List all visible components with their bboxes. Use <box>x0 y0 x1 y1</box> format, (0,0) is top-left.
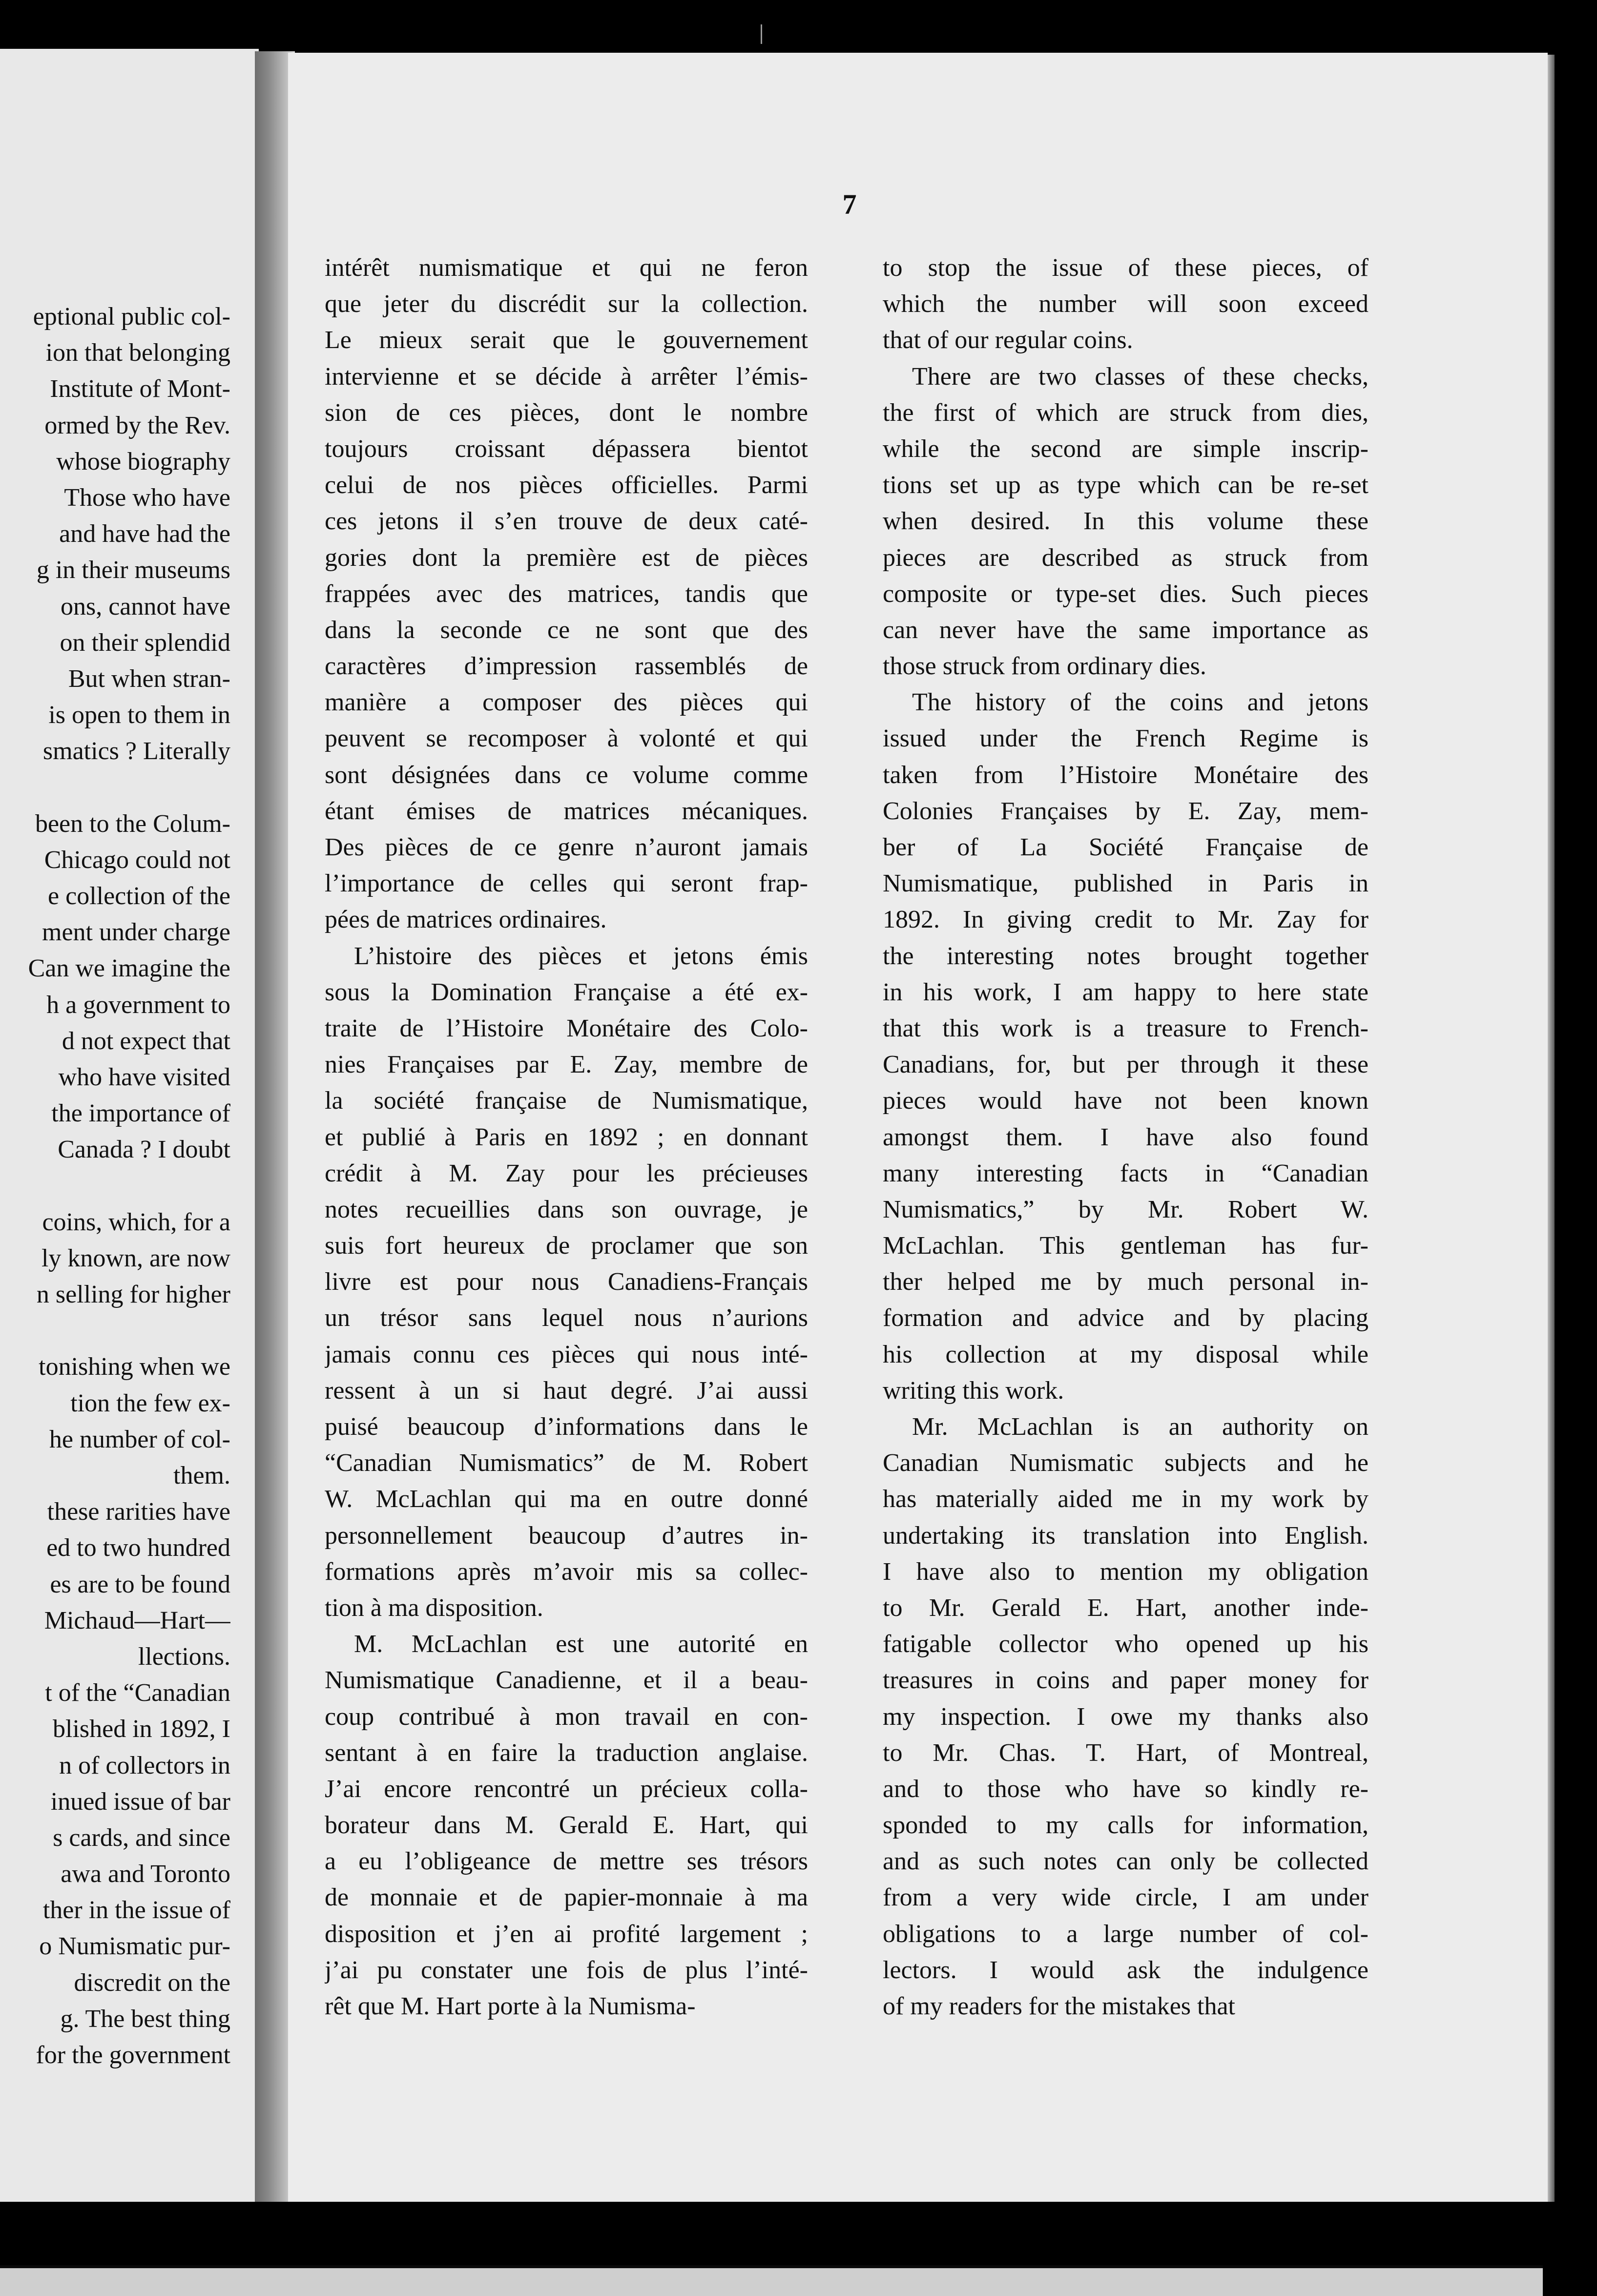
french-text-line: jamais connu ces pièces qui nous inté- <box>325 1340 808 1368</box>
english-text-line: I have also to mention my obligation <box>883 1557 1369 1586</box>
left-page-text-line: he number of col- <box>49 1425 230 1453</box>
left-page-text-line: d not expect that <box>62 1027 230 1055</box>
english-text-line: treasures in coins and paper money for <box>883 1666 1369 1695</box>
next-page-edge-bottom <box>0 2265 1543 2296</box>
english-text-line: those struck from ordinary dies. <box>883 652 1206 681</box>
left-page-text-line: h a government to <box>46 991 230 1019</box>
french-text-line: la société française de Numismatique, <box>325 1087 808 1115</box>
left-page-text-line: on their splendid <box>60 628 230 657</box>
english-text-line: McLachlan. This gentleman has fur- <box>883 1232 1369 1260</box>
left-page-text-line: these rarities have <box>47 1498 230 1526</box>
french-text-line: ressent à un si haut degré. J’ai aussi <box>325 1376 808 1405</box>
english-text-line: Canadian Numismatic subjects and he <box>883 1449 1369 1477</box>
french-text-line: rêt que M. Hart porte à la Numisma- <box>325 1992 696 2020</box>
left-page-text-line: who have visited <box>58 1063 230 1091</box>
page-edge-right <box>1548 55 1555 2202</box>
french-text-line: frappées avec des matrices, tandis que <box>325 579 808 608</box>
french-text-line: disposition et j’en ai profité largement ; <box>325 1920 808 1948</box>
left-page-text-line: awa and Toronto <box>61 1860 230 1888</box>
english-text-line: formation and advice and by placing <box>883 1304 1369 1332</box>
french-text-line: gories dont la première est de pièces <box>325 543 808 572</box>
english-text-line: has materially aided me in my work by <box>883 1485 1369 1513</box>
left-page-text-line: ther in the issue of <box>42 1896 230 1924</box>
french-text-line: étant émises de matrices mécaniques. <box>325 797 808 825</box>
french-text-line: Des pièces de ce genre n’auront jamais <box>325 833 808 861</box>
french-text-line: puisé beaucoup d’informations dans le <box>325 1413 808 1441</box>
french-text-line: nies Françaises par E. Zay, membre de <box>325 1051 808 1079</box>
french-text-line: et publié à Paris en 1892 ; en donnant <box>325 1123 808 1151</box>
left-page-text-line: and have had the <box>59 520 230 548</box>
left-page-text-line <box>0 1313 230 1349</box>
left-page-text-line: ed to two hundred <box>46 1534 230 1562</box>
english-text-line: Colonies Françaises by E. Zay, mem- <box>883 797 1369 825</box>
english-text-line: and to those who have so kindly re- <box>883 1775 1369 1803</box>
english-text-line: Numismatique, published in Paris in <box>883 869 1369 898</box>
french-text-line: tion à ma disposition. <box>325 1593 543 1622</box>
french-text-line: coup contribué à mon travail en con- <box>325 1702 808 1731</box>
english-text-line: to stop the issue of these pieces, of <box>883 254 1369 282</box>
left-page-text-line: the importance of <box>51 1099 230 1128</box>
english-text-line: which the number will soon exceed <box>883 290 1369 318</box>
english-text-line: and as such notes can only be collected <box>883 1847 1369 1876</box>
left-page-text-line: o Numismatic pur- <box>39 1932 230 1961</box>
left-page-text-line: But when stran- <box>68 664 230 693</box>
english-text-line: that of our regular coins. <box>883 326 1133 354</box>
english-text-line: The history of the coins and jetons <box>912 688 1369 717</box>
english-text-line: Canadians, for, but per through it these <box>883 1051 1369 1079</box>
left-page-text-line <box>0 769 230 806</box>
english-text-line: obligations to a large number of col- <box>883 1920 1369 1948</box>
english-text-line: fatigable collector who opened up his <box>883 1630 1369 1658</box>
french-text-line: peuvent se recomposer à volonté et qui <box>325 724 808 753</box>
english-text-line: lectors. I would ask the indulgence <box>883 1956 1369 1984</box>
english-text-line: to Mr. Gerald E. Hart, another inde- <box>883 1593 1369 1622</box>
left-page-text-line <box>0 1168 230 1204</box>
french-text-line: celui de nos pièces officielles. Parmi <box>325 471 808 499</box>
french-text-line: sentant à en faire la traduction anglaise. <box>325 1738 808 1767</box>
french-text-line: L’histoire des pièces et jetons émis <box>354 942 808 970</box>
left-page-text-line: g in their museums <box>36 556 230 584</box>
french-text-line: caractères d’impression rassemblés de <box>325 652 808 681</box>
left-page-text-line: e collection of the <box>48 882 230 910</box>
left-page-text-line: eptional public col- <box>33 303 230 331</box>
french-text-line: Le mieux serait que le gouvernement <box>325 326 808 354</box>
french-text-line: sont désignées dans ce volume comme <box>325 761 808 789</box>
french-text-line: formations après m’avoir mis sa collec- <box>325 1557 808 1586</box>
french-text-line: borateur dans M. Gerald E. Hart, qui <box>325 1811 808 1840</box>
french-text-line: pées de matrices ordinaires. <box>325 906 607 934</box>
french-text-line: intérêt numismatique et qui ne feron <box>325 254 808 282</box>
french-text-line: de monnaie et de papier-monnaie à ma <box>325 1883 808 1912</box>
left-page-text-line: them. <box>173 1462 230 1489</box>
english-text-line: ther helped me by much personal in- <box>883 1268 1369 1296</box>
french-text-line: livre est pour nous Canadiens-Français <box>325 1268 808 1296</box>
left-page-text-line: g. The best thing <box>60 2005 230 2033</box>
english-text-line: ber of La Société Française de <box>883 833 1369 861</box>
english-text-line: of my readers for the mistakes that <box>883 1992 1235 2020</box>
french-text-line: crédit à M. Zay pour les précieuses <box>325 1159 808 1187</box>
french-text-line: dans la seconde ce ne sont que des <box>325 616 808 644</box>
left-page-text-line: t of the “Canadian <box>45 1679 230 1707</box>
french-text-line: M. McLachlan est une autorité en <box>354 1630 808 1658</box>
english-text-line: my inspection. I owe my thanks also <box>883 1702 1369 1731</box>
french-text-line: toujours croissant dépassera bientot <box>325 434 808 463</box>
left-page-text-line: Canada ? I doubt <box>58 1136 230 1164</box>
left-page-text-line: coins, which, for a <box>42 1208 230 1236</box>
french-text-line: un trésor sans lequel nous n’aurions <box>325 1304 808 1332</box>
french-text-column <box>325 250 808 2025</box>
french-text-line: suis fort heureux de proclamer que son <box>325 1232 808 1260</box>
english-text-line: tions set up as type which can be re-set <box>883 471 1369 499</box>
left-page-text-line: Those who have <box>64 483 230 512</box>
french-text-line: traite de l’Histoire Monétaire des Colo- <box>325 1014 808 1042</box>
left-page-text-line: llections. <box>138 1642 230 1671</box>
english-text-line: many interesting facts in “Canadian <box>883 1159 1369 1187</box>
left-page-text-line: n of collectors in <box>59 1751 230 1779</box>
english-text-line: while the second are simple inscrip- <box>883 434 1369 463</box>
french-text-line: l’importance de celles qui seront frap- <box>325 869 808 898</box>
left-page-text-line: ly known, are now <box>41 1244 230 1272</box>
left-page-text-line: Institute of Mont- <box>50 375 230 403</box>
left-page-text-line: tion the few ex- <box>70 1389 230 1417</box>
french-text-line: personnellement beaucoup d’autres in- <box>325 1521 808 1550</box>
left-page-text-line: discredit on the <box>74 1968 230 1997</box>
french-text-line: manière a composer des pièces qui <box>325 688 808 717</box>
french-text-line: sous la Domination Française a été ex- <box>325 978 808 1006</box>
french-text-line: ces jetons il s’en trouve de deux caté- <box>325 507 808 536</box>
english-text-line: the interesting notes brought together <box>883 942 1369 970</box>
left-page-text-column <box>0 299 230 2073</box>
english-text-line: writing this work. <box>883 1376 1064 1405</box>
english-text-line: pieces would have not been known <box>883 1087 1369 1115</box>
scan-mark-top <box>761 24 762 44</box>
english-text-line: when desired. In this volume these <box>883 507 1369 536</box>
left-page-text-line: been to the Colum- <box>35 809 230 838</box>
french-text-line: j’ai pu constater une fois de plus l’inté- <box>325 1956 808 1984</box>
english-text-line: that this work is a treasure to French- <box>883 1014 1369 1042</box>
french-text-line: J’ai encore rencontré un précieux colla- <box>325 1775 808 1803</box>
left-page-text-line: smatics ? Literally <box>42 737 230 765</box>
english-text-line: taken from l’Histoire Monétaire des <box>883 761 1369 789</box>
french-text-line: a eu l’obligeance de mettre ses trésors <box>325 1847 808 1876</box>
french-text-line: Numismatique Canadienne, et il a beau- <box>325 1666 808 1695</box>
french-text-line: intervienne et se décide à arrêter l’émis- <box>325 362 808 391</box>
english-text-line: undertaking its translation into English. <box>883 1521 1369 1550</box>
left-page-text-line: whose biography <box>56 447 230 476</box>
english-text-column <box>883 250 1369 2025</box>
french-text-line: “Canadian Numismatics” de M. Robert <box>325 1449 808 1477</box>
left-page-text-line: for the government <box>36 2041 230 2069</box>
english-text-line: the first of which are struck from dies, <box>883 398 1369 427</box>
left-page-text-line: n selling for higher <box>36 1281 230 1309</box>
french-text-line: sion de ces pièces, dont le nombre <box>325 398 808 427</box>
english-text-line: There are two classes of these checks, <box>912 362 1369 391</box>
left-page-text-line: Chicago could not <box>44 846 230 874</box>
english-text-line: from a very wide circle, I am under <box>883 1883 1369 1912</box>
english-text-line: 1892. In giving credit to Mr. Zay for <box>883 906 1369 934</box>
english-text-line: composite or type-set dies. Such pieces <box>883 579 1369 608</box>
french-text-line: W. McLachlan qui ma en outre donné <box>325 1485 808 1513</box>
left-page-text-line: inued issue of bar <box>50 1787 230 1816</box>
left-page-text-line: ion that belonging <box>45 339 230 367</box>
english-text-line: can never have the same importance as <box>883 616 1369 644</box>
left-page-text-line: es are to be found <box>50 1570 230 1598</box>
left-page-text-line: is open to them in <box>48 701 230 729</box>
english-text-line: sponded to my calls for information, <box>883 1811 1369 1840</box>
english-text-line: Mr. McLachlan is an authority on <box>912 1413 1369 1441</box>
left-page-text-line: ons, cannot have <box>60 592 230 621</box>
left-page-text-line: tonishing when we <box>39 1353 230 1381</box>
english-text-line: issued under the French Regime is <box>883 724 1369 753</box>
french-text-line: notes recueillies dans son ouvrage, je <box>325 1195 808 1223</box>
left-page-text-line: ment under charge <box>42 918 230 947</box>
english-text-line: in his work, I am happy to here state <box>883 978 1369 1006</box>
left-page-text-line: ormed by the Rev. <box>44 411 230 439</box>
english-text-line: pieces are described as struck from <box>883 543 1369 572</box>
english-text-line: his collection at my disposal while <box>883 1340 1369 1368</box>
left-page-text-line: s cards, and since <box>53 1823 230 1852</box>
page-number: 7 <box>842 188 857 220</box>
english-text-line: amongst them. I have also found <box>883 1123 1369 1151</box>
french-text-line: que jeter du discrédit sur la collection. <box>325 290 808 318</box>
left-page-text-line: Michaud—Hart— <box>44 1606 230 1634</box>
left-page-text-line: blished in 1892, I <box>53 1715 230 1743</box>
english-text-line: Numismatics,” by Mr. Robert W. <box>883 1195 1369 1223</box>
facing-page-left <box>0 49 259 2202</box>
left-page-text-line: Can we imagine the <box>28 954 230 983</box>
english-text-line: to Mr. Chas. T. Hart, of Montreal, <box>883 1738 1369 1767</box>
